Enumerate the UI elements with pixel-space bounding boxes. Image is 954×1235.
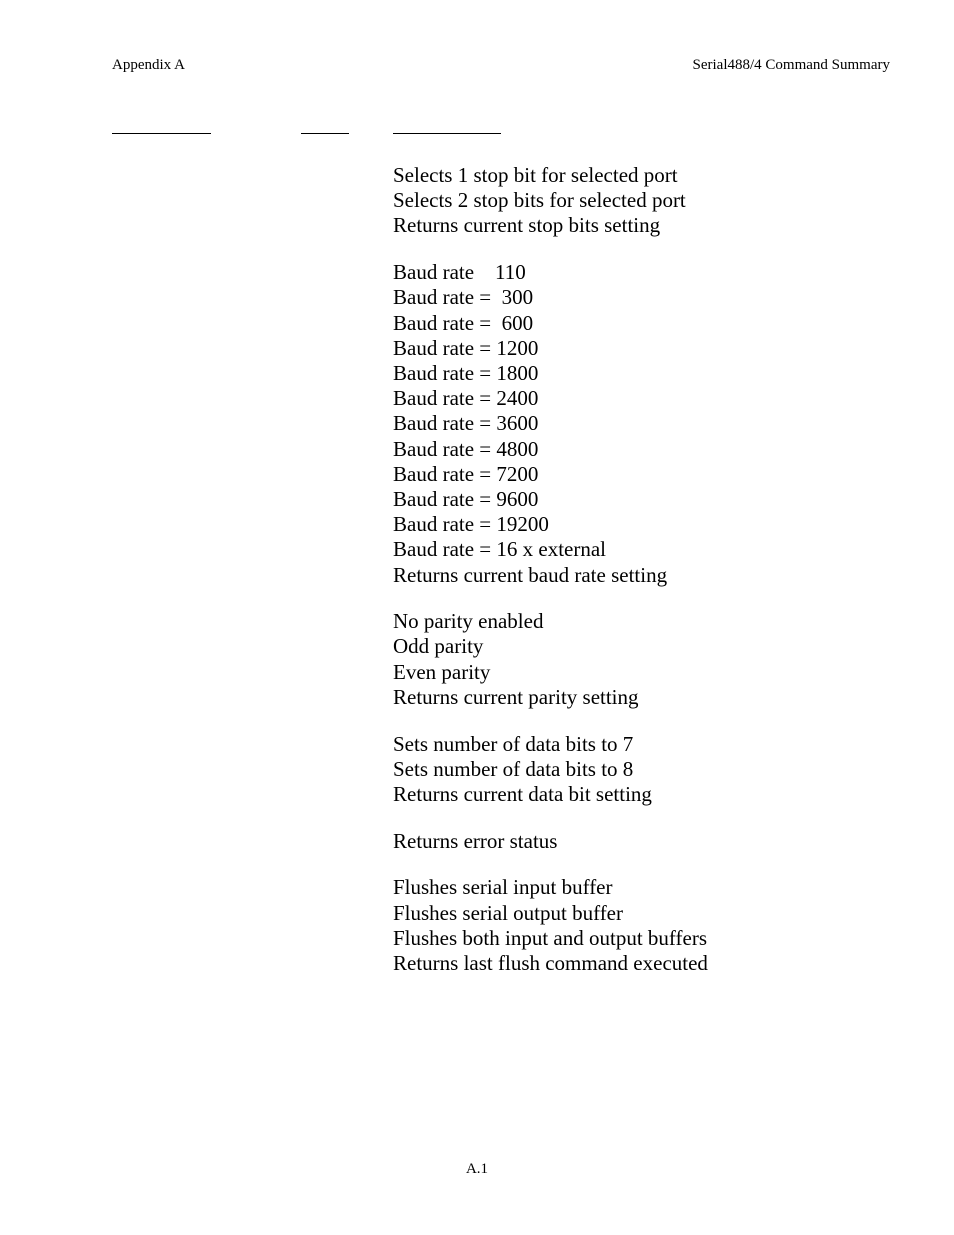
description-line: Selects 1 stop bit for selected port: [393, 163, 678, 187]
description-line: Baud rate = 9600: [393, 486, 539, 511]
description-line: Baud rate = 3600: [393, 411, 539, 436]
description-line: Sets number of data bits to 7: [393, 731, 634, 756]
parity-group: [393, 609, 913, 710]
description-line: Flushes serial output buffer: [393, 900, 623, 925]
description-line: Baud rate = 19200: [393, 512, 549, 537]
column-rule-command: [112, 133, 211, 134]
flush-group: [393, 875, 913, 976]
description-line: Baud rate = 600: [393, 310, 534, 335]
description-line: Odd parity: [393, 634, 484, 659]
error-status-group: [393, 829, 913, 854]
description-line: Baud rate = 1200: [393, 335, 539, 360]
description-line: Even parity: [393, 659, 491, 684]
description-line: Baud rate = 1800: [393, 360, 539, 385]
description-line: Baud rate = 4800: [393, 436, 539, 461]
page-footer: [0, 1160, 954, 1178]
description-line: Returns error status: [393, 828, 558, 853]
column-rule-syntax: [301, 133, 349, 134]
description-line: Returns current parity setting: [393, 684, 639, 709]
description-line: Returns current data bit setting: [393, 781, 652, 806]
description-line: Sets number of data bits to 8: [393, 756, 634, 781]
description-line: Baud rate = 7200: [393, 461, 539, 486]
description-line: Returns current baud rate setting: [393, 562, 668, 587]
column-rule-description: [393, 133, 501, 134]
description-line: Baud rate = 300: [393, 285, 534, 310]
data-bits-group: [393, 732, 913, 808]
description-line: Flushes serial input buffer: [393, 875, 613, 900]
description-line: Selects 2 stop bits for selected port: [393, 188, 686, 213]
baud-rate-group: [393, 260, 913, 588]
description-line: Returns current stop bits setting: [393, 213, 661, 238]
header-document-title: Serial488/4 Command Summary: [692, 57, 890, 73]
description-line: Baud rate 110: [393, 260, 526, 285]
description-line: No parity enabled: [393, 609, 544, 634]
description-line: Returns last flush command executed: [393, 950, 708, 975]
description-line: Flushes both input and output buffers: [393, 925, 708, 950]
description-line: Baud rate = 2400: [393, 386, 539, 411]
page-number: A.1: [465, 1161, 489, 1177]
description-line: Baud rate = 16 x external: [393, 537, 607, 562]
description-column: [393, 163, 913, 998]
header-section-title: Appendix A: [112, 57, 185, 73]
stop-bits-group: [393, 163, 913, 239]
